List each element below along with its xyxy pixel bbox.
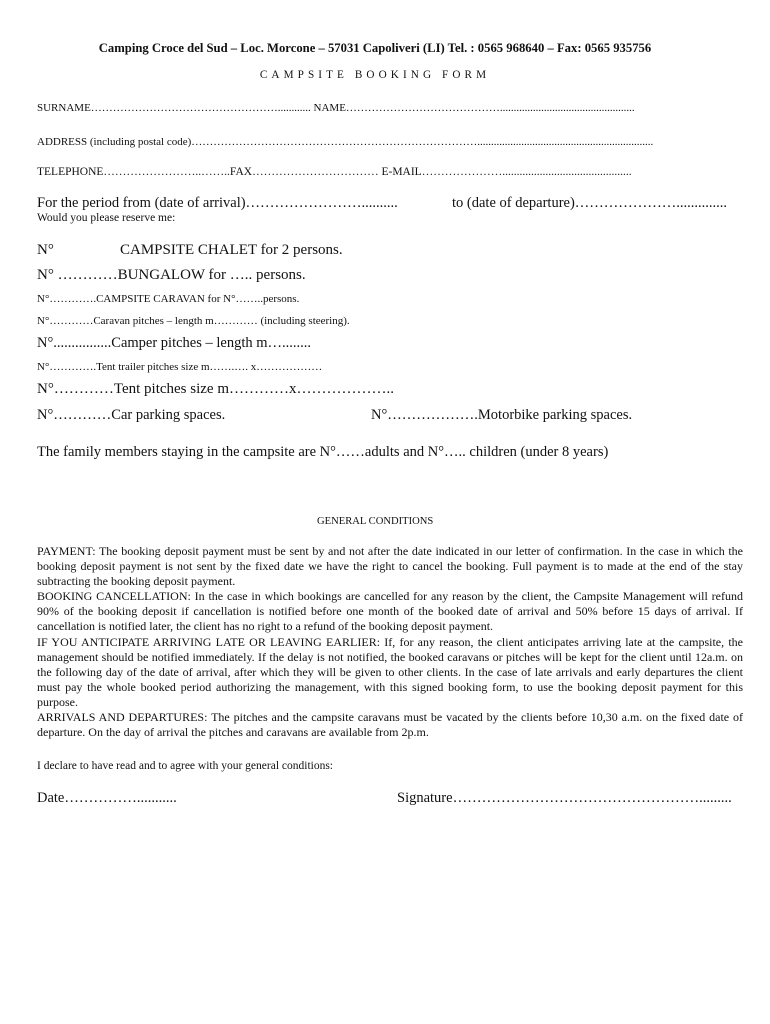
- campsite-header: Camping Croce del Sud – Loc. Morcone – 57031 Capoliveri (LI) Tel. : 0565 968640 – Fax: 0565 935756: [98, 40, 652, 55]
- payment-condition: PAYMENT: The booking deposit payment must be sent by and not after the date indicated in our letter of confirmation. In the case in which the booking deposit payment is not sent by the fixed date we have the right to cancel the booking. Full payment is to made at the end of the stay subtracting the booking deposit payment.: [37, 544, 743, 589]
- cancellation-condition: BOOKING CANCELLATION: In the case in which bookings are cancelled for any reason by the client, the Campsite Management will refund 90% of the booking deposit if cancellation is notified before one month of the booked date of arrival and 50% before 15 days of arrival. If cancellation is notified later, the client has no right to a refund of the booking deposit payment.: [37, 589, 743, 634]
- date-field[interactable]: Date……………...........: [37, 790, 177, 806]
- chalet-label: CAMPSITE CHALET for 2 persons.: [120, 242, 343, 258]
- period-to-field[interactable]: to (date of departure)…………………..............: [452, 195, 728, 211]
- campsite-caravan-field[interactable]: N°………….CAMPSITE CARAVAN for N°……..persons.: [37, 293, 300, 305]
- period-from-field[interactable]: For the period from (date of arrival)……………………..........: [37, 195, 398, 211]
- bungalow-field[interactable]: N° …………BUNGALOW for ….. persons.: [37, 267, 306, 283]
- general-conditions-text: [37, 544, 743, 740]
- arrivals-departures-condition: ARRIVALS AND DEPARTURES: The pitches and the campsite caravans must be vacated by the clients before 10,30 a.m. on the fixed date of departure. On the day of arrival the pitches and caravans are available from 2p.m.: [37, 710, 743, 740]
- telephone-fax-email-field[interactable]: TELEPHONE……………………..……..FAX…………………………… E-MAIL………………….............................................: [37, 166, 632, 178]
- declaration-text: I declare to have read and to agree with your general conditions:: [37, 760, 334, 772]
- tent-pitches-field[interactable]: N°…………Tent pitches size m…………x………………..: [37, 381, 394, 397]
- camper-pitches-field[interactable]: N°................Camper pitches – length m…........: [37, 335, 312, 351]
- reserve-prompt: Would you please reserve me:: [37, 212, 176, 224]
- surname-name-field[interactable]: SURNAME……………………………………………............ NAME…………………………………….................................................: [37, 102, 635, 114]
- chalet-number[interactable]: N°: [37, 242, 54, 258]
- family-members-field[interactable]: The family members staying in the campsite are N°……adults and N°….. children (under 8 years): [37, 444, 609, 460]
- tent-trailer-field[interactable]: N°………….Tent trailer pitches size m…….…. x………………: [37, 361, 323, 373]
- signature-field[interactable]: Signature…………………………………………….........: [397, 790, 732, 806]
- motorbike-parking-field[interactable]: N°……………….Motorbike parking spaces.: [371, 407, 633, 423]
- car-parking-field[interactable]: N°…………Car parking spaces.: [37, 407, 226, 423]
- form-title: CAMPSITE BOOKING FORM: [259, 69, 491, 81]
- general-conditions-heading: GENERAL CONDITIONS: [317, 515, 434, 527]
- late-arrival-condition: IF YOU ANTICIPATE ARRIVING LATE OR LEAVING EARLIER: If, for any reason, the client anticipates arriving late at the campsite, the management should be notified immediately. If the delay is not notified, the booked caravans or pitches will be kept for the client until 12a.m. on the following day of the date of arrival, after which they will be given to other clients. In the case of late arrivals and early departures the client must pay the whole booked period authorizing the management, with this signed booking form, to use the booking deposit payment for this purpose.: [37, 634, 743, 709]
- caravan-pitches-field[interactable]: N°…………Caravan pitches – length m………… (including steering).: [37, 315, 350, 327]
- address-field[interactable]: ADDRESS (including postal code)……………………………………………………………………................................................................: [37, 136, 654, 148]
